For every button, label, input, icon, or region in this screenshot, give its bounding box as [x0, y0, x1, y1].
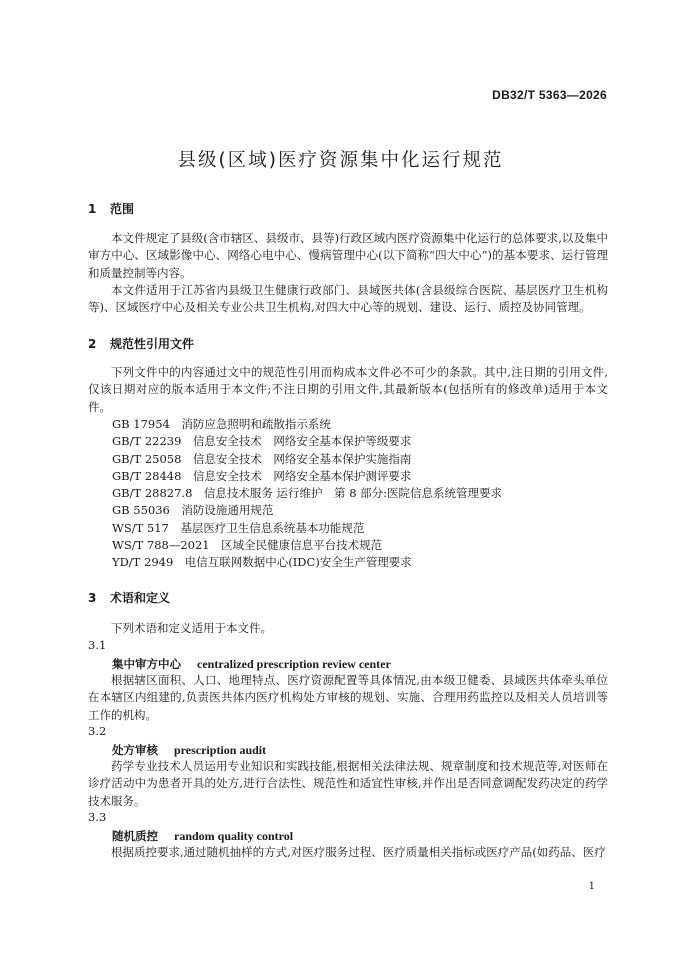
term-name-zh: 随机质控	[112, 829, 158, 843]
term-name-en: random quality control	[174, 829, 294, 843]
reference-item: GB 17954 消防应急照明和疏散指示系统	[112, 417, 331, 431]
document-title: 县级(区域)医疗资源集中化运行规范	[177, 150, 504, 171]
reference-item: GB/T 25058 信息安全技术 网络安全基本保护实施指南	[112, 451, 412, 466]
terms-intro: 下列术语和定义适用于本文件。	[111, 621, 272, 635]
term-name-zh: 集中审方中心	[112, 657, 181, 671]
section-number: 3	[88, 591, 97, 605]
term-definition: 根据辖区面积、人口、地理特点、医疗资源配置等具体情况,由本级卫健委、县域医共体牵头单位在本辖区内组建的,负责医共体内医疗机构处方审核的规划、实施、合理用药监控以及相关人员培训等工作的机构。	[88, 673, 608, 722]
term-number: 3.1	[88, 638, 107, 652]
term-number: 3.3	[88, 810, 107, 824]
term-heading	[112, 656, 391, 672]
normative-refs-intro: 下列文件中的内容通过文中的规范性引用而构成本文件必不可少的条款。其中,注日期的引用文件,仅该日期对应的版本适用于本文件;不注日期的引用文件,其最新版本(包括所有的修改单)适用于本文件。	[88, 365, 608, 414]
reference-item: WS/T 788—2021 区域全民健康信息平台技术规范	[112, 538, 383, 553]
scope-paragraph-2: 本文件适用于江苏省内县级卫生健康行政部门、县域医共体(含县级综合医院、基层医疗卫生机构等)、区域医疗中心及相关专业公共卫生机构,对四大中心等的规划、建设、运行、质控及协同管理。	[88, 283, 608, 315]
standard-code: DB32/T 5363—2026	[492, 88, 607, 102]
term-heading	[112, 828, 293, 844]
term-definition: 根据质控要求,通过随机抽样的方式,对医疗服务过程、医疗质量相关指标或医疗产品(如药品、医疗	[111, 845, 606, 859]
reference-item: GB 55036 消防设施通用规范	[112, 503, 274, 518]
reference-list	[112, 416, 502, 572]
term-heading	[112, 742, 266, 758]
section-number: 1	[88, 202, 97, 216]
term-name-zh: 处方审核	[112, 743, 158, 757]
section-title: 范围	[110, 202, 135, 216]
section-title: 规范性引用文件	[110, 337, 195, 351]
term-name-en: centralized prescription review center	[197, 657, 391, 671]
section-heading-normative-refs	[88, 335, 194, 352]
reference-item: GB/T 28448 信息安全技术 网络安全基本保护测评要求	[112, 468, 412, 483]
section-heading-scope	[88, 200, 134, 217]
reference-item: YD/T 2949 电信互联网数据中心(IDC)安全生产管理要求	[112, 555, 412, 570]
term-name-en: prescription audit	[174, 743, 267, 757]
reference-item: GB/T 22239 信息安全技术 网络安全基本保护等级要求	[112, 434, 412, 449]
reference-item: GB/T 28827.8 信息技术服务 运行维护 第 8 部分:医院信息系统管理要求	[112, 486, 503, 501]
section-title: 术语和定义	[110, 591, 171, 605]
reference-item: WS/T 517 基层医疗卫生信息系统基本功能规范	[112, 520, 365, 535]
term-number: 3.2	[88, 724, 107, 738]
section-number: 2	[88, 337, 97, 351]
term-definition: 药学专业技术人员运用专业知识和实践技能,根据相关法律法规、规章制度和技术规范等,对医师在诊疗活动中为患者开具的处方,进行合法性、规范性和适宜性审核,并作出是否同意调配发药决定的药学技术服务。	[88, 759, 608, 808]
section-heading-terms	[88, 589, 170, 606]
scope-paragraph-1: 本文件规定了县级(含市辖区、县级市、县等)行政区域内医疗资源集中化运行的总体要求,以及集中审方中心、区域影像中心、网络心电中心、慢病管理中心(以下简称“四大中心”)的基本要求、运行管理和质量控制等内容。	[88, 231, 608, 280]
page-number: 1	[588, 881, 595, 892]
